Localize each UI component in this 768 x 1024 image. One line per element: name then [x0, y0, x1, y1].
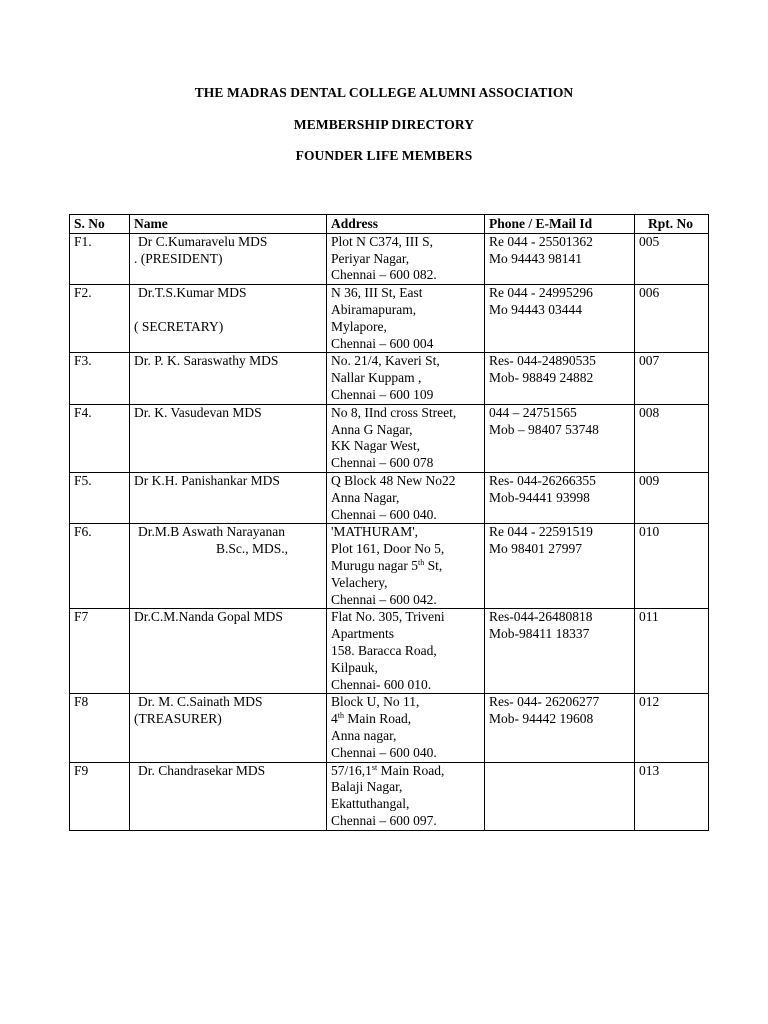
cell-name: [130, 472, 327, 523]
table-row: [70, 694, 709, 762]
address-line: Chennai – 600 078: [331, 455, 434, 471]
phone-line: Mob-98411 18337: [489, 626, 590, 642]
cell-rpt-no: 013: [635, 762, 709, 830]
cell-address: [327, 524, 485, 609]
address-line: Anna Nagar,: [331, 489, 400, 505]
phone-line: Mo 94443 03444: [489, 301, 583, 317]
cell-rpt-no: 012: [635, 694, 709, 762]
table-row: [70, 472, 709, 523]
cell-phone: [485, 404, 635, 472]
cell-name: [130, 404, 327, 472]
member-role: . (PRESIDENT): [134, 250, 223, 266]
table-row: [70, 609, 709, 694]
address-line: Chennai – 600 040.: [331, 744, 437, 760]
address-line: Plot N C374, III S,: [331, 233, 434, 249]
membership-directory-table: [69, 214, 709, 831]
phone-line: Re 044 - 22591519: [489, 524, 593, 540]
cell-name: [130, 233, 327, 284]
address-line: Velachery,: [331, 574, 388, 590]
cell-sno: F4.: [70, 404, 130, 472]
address-line: Balaji Nagar,: [331, 779, 403, 795]
ordinal-suffix: th: [417, 557, 425, 567]
table-row: [70, 762, 709, 830]
address-line: Flat No. 305, Triveni: [331, 609, 445, 625]
address-line: Nallar Kuppam ,: [331, 370, 422, 386]
address-line: Q Block 48 New No22: [331, 472, 456, 488]
member-name: Dr K.H. Panishankar MDS: [134, 472, 280, 488]
phone-line: Mo 94443 98141: [489, 250, 583, 266]
cell-sno: F5.: [70, 472, 130, 523]
blank-line: [134, 302, 320, 319]
address-line: [331, 711, 478, 728]
cell-sno: F3.: [70, 353, 130, 404]
cell-address: [327, 404, 485, 472]
address-line: [331, 763, 478, 780]
address-line: Chennai – 600 042.: [331, 591, 437, 607]
address-line: Abiramapuram,: [331, 301, 417, 317]
address-line: Plot 161, Door No 5,: [331, 541, 445, 557]
cell-rpt-no: 009: [635, 472, 709, 523]
cell-phone: [485, 762, 635, 830]
member-name: Dr. Chandrasekar MDS: [138, 762, 266, 778]
cell-phone: [485, 285, 635, 353]
cell-sno: F1.: [70, 233, 130, 284]
section-heading: FOUNDER LIFE MEMBERS: [295, 148, 473, 163]
column-header-address: Address: [327, 215, 485, 234]
phone-line: Res- 044-24890535: [489, 353, 596, 369]
cell-rpt-no: 008: [635, 404, 709, 472]
cell-name: [130, 285, 327, 353]
phone-line: Mob – 98407 53748: [489, 421, 599, 437]
cell-name: [130, 762, 327, 830]
cell-sno: F7: [70, 609, 130, 694]
ordinal-suffix: th: [337, 711, 344, 721]
phone-line: Mo 98401 27997: [489, 541, 583, 557]
address-line: No. 21/4, Kaveri St,: [331, 353, 440, 369]
member-name: Dr.M.B Aswath Narayanan: [138, 524, 285, 540]
address-text: 57/16,1: [331, 762, 372, 778]
phone-line: Re 044 - 24995296: [489, 285, 593, 301]
address-text: St,: [424, 557, 443, 573]
cell-address: [327, 472, 485, 523]
cell-address: [327, 694, 485, 762]
address-line: Chennai – 600 082.: [331, 267, 437, 283]
phone-line: Mob- 98849 24882: [489, 370, 594, 386]
address-line: Block U, No 11,: [331, 694, 420, 710]
address-line: Chennai – 600 097.: [331, 812, 437, 828]
address-text: 4: [331, 711, 338, 727]
column-header-rpt-no: Rpt. No: [635, 215, 709, 234]
member-name: Dr. K. Vasudevan MDS: [134, 404, 262, 420]
address-line: KK Nagar West,: [331, 438, 421, 454]
table-header-row: [70, 215, 709, 234]
member-name: Dr.C.M.Nanda Gopal MDS: [134, 609, 283, 625]
document-subtitle: MEMBERSHIP DIRECTORY: [293, 117, 475, 132]
member-name: Dr. P. K. Saraswathy MDS: [134, 353, 279, 369]
cell-address: [327, 233, 485, 284]
address-line: No 8, IInd cross Street,: [331, 404, 457, 420]
address-line: N 36, III St, East: [331, 285, 423, 301]
member-role: ( SECRETARY): [134, 318, 224, 334]
cell-rpt-no: 010: [635, 524, 709, 609]
cell-address: [327, 609, 485, 694]
cell-name: [130, 353, 327, 404]
table-row: [70, 404, 709, 472]
cell-rpt-no: 005: [635, 233, 709, 284]
column-header-sno: S. No: [70, 215, 130, 234]
table-row: [70, 285, 709, 353]
cell-rpt-no: 007: [635, 353, 709, 404]
cell-sno: F6.: [70, 524, 130, 609]
table-row: [70, 233, 709, 284]
cell-rpt-no: 011: [635, 609, 709, 694]
document-title: THE MADRAS DENTAL COLLEGE ALUMNI ASSOCIATION: [194, 85, 574, 100]
address-line: Chennai – 600 040.: [331, 506, 437, 522]
address-line: Ekattuthangal,: [331, 796, 410, 812]
member-role: (TREASURER): [134, 711, 222, 727]
address-line: Anna G Nagar,: [331, 421, 413, 437]
table-row: [70, 353, 709, 404]
address-line: 158. Baracca Road,: [331, 642, 437, 658]
cell-phone: [485, 609, 635, 694]
column-header-name: Name: [130, 215, 327, 234]
phone-line: Mob-94441 93998: [489, 489, 590, 505]
member-degree: B.Sc., MDS.,: [216, 541, 289, 557]
address-line: [331, 558, 478, 575]
address-text: Murugu nagar 5: [331, 557, 418, 573]
address-line: Periyar Nagar,: [331, 250, 410, 266]
cell-name: [130, 694, 327, 762]
ordinal-suffix: st: [371, 762, 378, 772]
cell-rpt-no: 006: [635, 285, 709, 353]
cell-phone: [485, 233, 635, 284]
address-text: Main Road,: [343, 711, 412, 727]
address-line: Kilpauk,: [331, 659, 378, 675]
cell-name: [130, 524, 327, 609]
column-header-phone: Phone / E-Mail Id: [485, 215, 635, 234]
member-name: Dr.T.S.Kumar MDS: [138, 285, 247, 301]
phone-line: Res-044-26480818: [489, 609, 593, 625]
address-line: 'MATHURAM',: [331, 524, 418, 540]
cell-name: [130, 609, 327, 694]
cell-phone: [485, 472, 635, 523]
phone-line: Res- 044- 26206277: [489, 694, 600, 710]
phone-line: Mob- 94442 19608: [489, 711, 594, 727]
address-line: Chennai- 600 010.: [331, 676, 432, 692]
phone-line: Re 044 - 25501362: [489, 233, 593, 249]
cell-phone: [485, 524, 635, 609]
cell-address: [327, 762, 485, 830]
address-line: Mylapore,: [331, 318, 387, 334]
member-name: Dr. M. C.Sainath MDS: [138, 694, 263, 710]
table-row: [70, 524, 709, 609]
cell-sno: F2.: [70, 285, 130, 353]
cell-phone: [485, 694, 635, 762]
address-line: Anna nagar,: [331, 727, 397, 743]
cell-phone: [485, 353, 635, 404]
cell-address: [327, 353, 485, 404]
cell-sno: F9: [70, 762, 130, 830]
member-name: Dr C.Kumaravelu MDS: [138, 233, 268, 249]
phone-line: Res- 044-26266355: [489, 472, 596, 488]
phone-line: 044 – 24751565: [489, 404, 577, 420]
address-line: Apartments: [331, 626, 394, 642]
address-line: Chennai – 600 109: [331, 386, 434, 402]
cell-sno: F8: [70, 694, 130, 762]
cell-address: [327, 285, 485, 353]
address-line: Chennai – 600 004: [331, 335, 434, 351]
address-text: Main Road,: [377, 762, 445, 778]
